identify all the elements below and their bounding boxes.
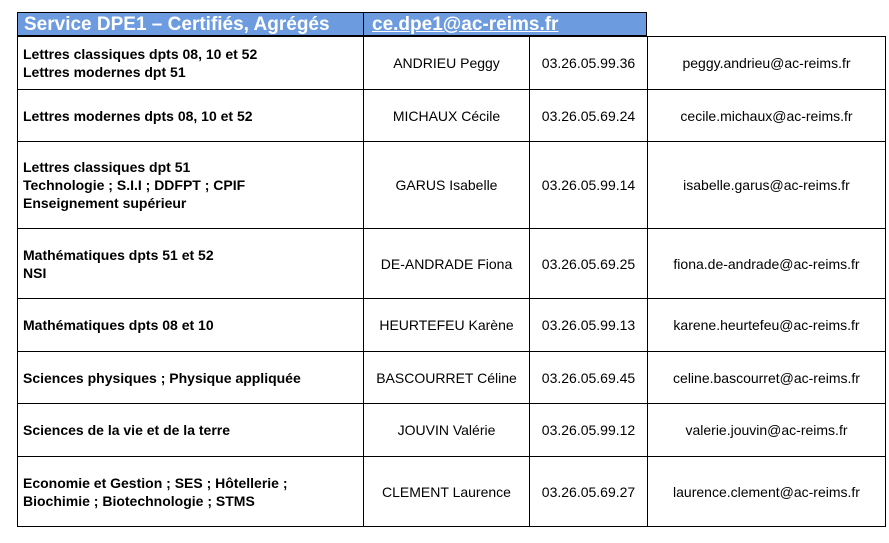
email-cell[interactable]: isabelle.garus@ac-reims.fr bbox=[648, 142, 886, 229]
subject-line: Sciences physiques ; Physique appliquée bbox=[23, 369, 301, 386]
subject-cell bbox=[18, 142, 364, 229]
phone-cell: 03.26.05.99.36 bbox=[530, 37, 648, 90]
phone-cell: 03.26.05.69.27 bbox=[530, 457, 648, 527]
email-cell[interactable]: peggy.andrieu@ac-reims.fr bbox=[648, 37, 886, 90]
email-cell[interactable]: cecile.michaux@ac-reims.fr bbox=[648, 90, 886, 142]
email-cell[interactable]: laurence.clement@ac-reims.fr bbox=[648, 457, 886, 527]
contact-table bbox=[17, 36, 886, 527]
table-row bbox=[18, 457, 886, 527]
email-cell[interactable]: celine.bascourret@ac-reims.fr bbox=[648, 352, 886, 404]
table-row bbox=[18, 352, 886, 404]
subject-line: Economie et Gestion ; SES ; Hôtellerie ; bbox=[23, 474, 288, 491]
name-cell: BASCOURRET Céline bbox=[364, 352, 530, 404]
subject-line: Technologie ; S.I.I ; DDFPT ; CPIF bbox=[23, 177, 246, 193]
subject-cell bbox=[18, 352, 364, 404]
name-cell: MICHAUX Cécile bbox=[364, 90, 530, 142]
name-cell: JOUVIN Valérie bbox=[364, 404, 530, 457]
subject-line: Sciences de la vie et de la terre bbox=[23, 422, 231, 438]
subject-line: NSI bbox=[23, 264, 47, 281]
subject-line: Lettres modernes dpts 08, 10 et 52 bbox=[23, 107, 253, 124]
subject-line: Biochimie ; Biotechnologie ; STMS bbox=[23, 492, 255, 509]
table-row bbox=[18, 404, 886, 457]
table-row bbox=[18, 142, 886, 229]
subject-cell bbox=[18, 299, 364, 352]
phone-cell: 03.26.05.99.14 bbox=[530, 142, 648, 229]
name-cell: HEURTEFEU Karène bbox=[364, 299, 530, 352]
table-row bbox=[18, 37, 886, 90]
phone-cell: 03.26.05.69.25 bbox=[530, 229, 648, 299]
phone-cell: 03.26.05.69.24 bbox=[530, 90, 648, 142]
subject-line: Mathématiques dpts 51 et 52 bbox=[23, 246, 214, 263]
service-title: Service DPE1 – Certifiés, Agrégés bbox=[24, 14, 330, 35]
header-divider bbox=[363, 13, 364, 35]
email-cell[interactable]: valerie.jouvin@ac-reims.fr bbox=[648, 404, 886, 457]
phone-cell: 03.26.05.99.12 bbox=[530, 404, 648, 457]
contact-table-body bbox=[18, 37, 886, 527]
name-cell: CLEMENT Laurence bbox=[364, 457, 530, 527]
service-header bbox=[17, 12, 647, 36]
subject-line: Lettres classiques dpt 51 bbox=[23, 159, 191, 175]
subject-cell bbox=[18, 457, 364, 527]
subject-line: Lettres classiques dpts 08, 10 et 52 bbox=[23, 46, 258, 62]
email-cell[interactable]: karene.heurtefeu@ac-reims.fr bbox=[648, 299, 886, 352]
service-email-link[interactable]: ce.dpe1@ac-reims.fr bbox=[372, 14, 559, 35]
table-row bbox=[18, 229, 886, 299]
email-cell[interactable]: fiona.de-andrade@ac-reims.fr bbox=[648, 229, 886, 299]
subject-cell bbox=[18, 229, 364, 299]
phone-cell: 03.26.05.99.13 bbox=[530, 299, 648, 352]
table-row bbox=[18, 299, 886, 352]
subject-line: Mathématiques dpts 08 et 10 bbox=[23, 317, 214, 333]
table-row bbox=[18, 90, 886, 142]
subject-cell bbox=[18, 37, 364, 90]
subject-cell bbox=[18, 90, 364, 142]
name-cell: GARUS Isabelle bbox=[364, 142, 530, 229]
name-cell: DE-ANDRADE Fiona bbox=[364, 229, 530, 299]
phone-cell: 03.26.05.69.45 bbox=[530, 352, 648, 404]
subject-line: Lettres modernes dpt 51 bbox=[23, 64, 186, 80]
subject-line: Enseignement supérieur bbox=[23, 195, 187, 211]
name-cell: ANDRIEU Peggy bbox=[364, 37, 530, 90]
subject-cell bbox=[18, 404, 364, 457]
